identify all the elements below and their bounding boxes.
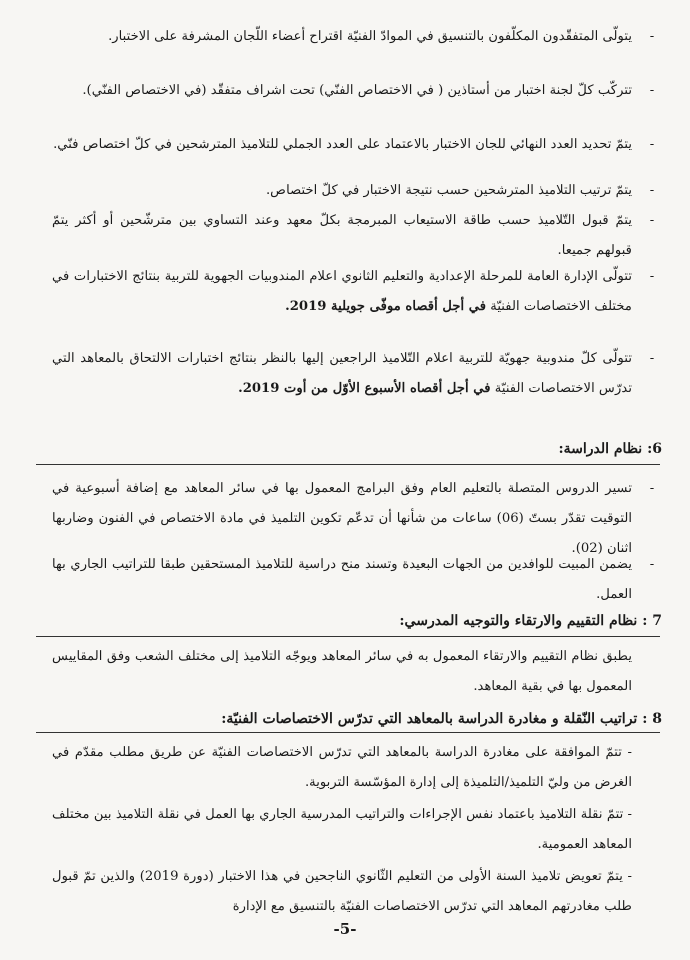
bullet-text: يتمّ ترتيب التلاميذ المترشحين حسب نتيجة الاختبار في كلّ اختصاص.	[265, 183, 632, 198]
divider	[36, 636, 660, 637]
bullet-text: يتمّ تحديد العدد النهائي للجان الاختبار بالاعتماد على العدد الجملي للتلاميذ المترشحين في كلّ اختصاص فنّي.	[53, 137, 632, 152]
bullet-item	[52, 262, 655, 322]
dash-bullet-icon: -	[649, 351, 655, 366]
dash-bullet-icon: -	[649, 481, 655, 496]
paragraph: - يتمّ تعويض تلاميذ السنة الأولى من التعليم الثّانوي الناجحين في هذا الاختبار (دورة 2019) والذين تمّ قبول طلب مغادرتهم المعاهد التي تدرّس الاختصاصات الفنيّة بالتنسيق مع الإدارة	[52, 869, 632, 914]
dash-bullet-icon: -	[649, 29, 655, 44]
dash-bullet-icon: -	[649, 213, 655, 228]
bullet-item	[52, 550, 655, 610]
dash-bullet-icon: -	[649, 137, 655, 152]
bullet-text: تتولّى الإدارة العامة للمرحلة الإعدادية والتعليم الثانوي اعلام المندوبيات الجهوية للتربية بنتائج الاختبارات في مختلف الاختصاصات الفنيّة	[52, 269, 632, 314]
bullet-text: يضمن المبيت للوافدين من الجهات البعيدة وتسند منح دراسية للتلاميذ المستحقين طبقا للتراتيب الجاري بها العمل.	[52, 557, 632, 602]
bullet-item	[52, 130, 655, 160]
bullet-bold-text: في أجل أقصاه موفّى جويلية 2019.	[285, 299, 487, 314]
paragraph: - تتمّ الموافقة على مغادرة الدراسة بالمعاهد التي تدرّس الاختصاصات الفنيّة عن طريق مطلب مقدّم في الغرض من وليّ التلميذ/التلميذة إلى إدارة المؤسّسة التربوية.	[52, 745, 632, 790]
bullet-item	[52, 76, 655, 106]
bullet-text: تتولّى كلّ مندوبية جهويّة للتربية اعلام التّلاميذ الراجعين إليها بالنظر بنتائج اختبارات الالتحاق بالمعاهد التي تدرّس الاختصاصات الفنيّة	[52, 351, 632, 396]
paragraph: - تتمّ نقلة التلاميذ باعتماد نفس الإجراءات والتراتيب المدرسية الجاري بها العمل في نقلة التلاميذ بين مختلف المعاهد العمومية.	[52, 807, 632, 852]
dash-bullet-icon: -	[649, 183, 655, 198]
page-number: -5-	[333, 920, 357, 938]
bullet-text: تسير الدروس المتصلة بالتعليم العام وفق البرامج المعمول بها في سائر المعاهد مع إضافة أسبوعية في التوقيت تقدّر بستّ (06) ساعات من شأنها أن تدعّم تكوين التلميذ في مادة الاختصاص في الفنون وضاربها اثنان (02).	[52, 481, 633, 556]
bullet-item	[52, 344, 655, 404]
bullet-item	[52, 176, 655, 206]
section-heading: 6: نظام الدراسة:	[558, 441, 662, 457]
paragraph: يطبق نظام التقييم والارتقاء المعمول به في سائر المعاهد ويوجّه التلاميذ إلى مختلف الشعب وفق المقاييس المعمول بها في بقية المعاهد.	[52, 649, 632, 694]
section-heading: 8 : تراتيب النّقلة و مغادرة الدراسة بالمعاهد التي تدرّس الاختصاصات الفنيّة:	[221, 711, 662, 727]
divider	[36, 464, 660, 465]
bullet-text: تتركّب كلّ لجنة اختبار من أستاذين ( في الاختصاص الفنّي) تحت اشراف متفقّد (في الاختصاص الفنّي).	[82, 83, 632, 98]
dash-bullet-icon: -	[649, 83, 655, 98]
dash-bullet-icon: -	[649, 557, 655, 572]
bullet-text: يتمّ قبول التّلاميذ حسب طاقة الاستيعاب المبرمجة بكلّ معهد وعند التساوي بين مترشّحين أو أكثر يتمّ قبولهم جميعا.	[52, 213, 632, 258]
section-heading: 7 : نظام التقييم والارتقاء والتوجيه المدرسي:	[399, 613, 662, 629]
divider	[36, 732, 660, 733]
bullet-bold-text: في أجل أقصاه الأسبوع الأوّل من أوت 2019.	[238, 381, 491, 396]
bullet-item	[52, 22, 655, 52]
bullet-text: يتولّى المتفقّدون المكلّفون بالتنسيق في الموادّ الفنيّة اقتراح أعضاء اللّجان المشرفة على الاختبار.	[108, 29, 632, 44]
dash-bullet-icon: -	[649, 269, 655, 284]
bullet-item	[52, 206, 655, 266]
